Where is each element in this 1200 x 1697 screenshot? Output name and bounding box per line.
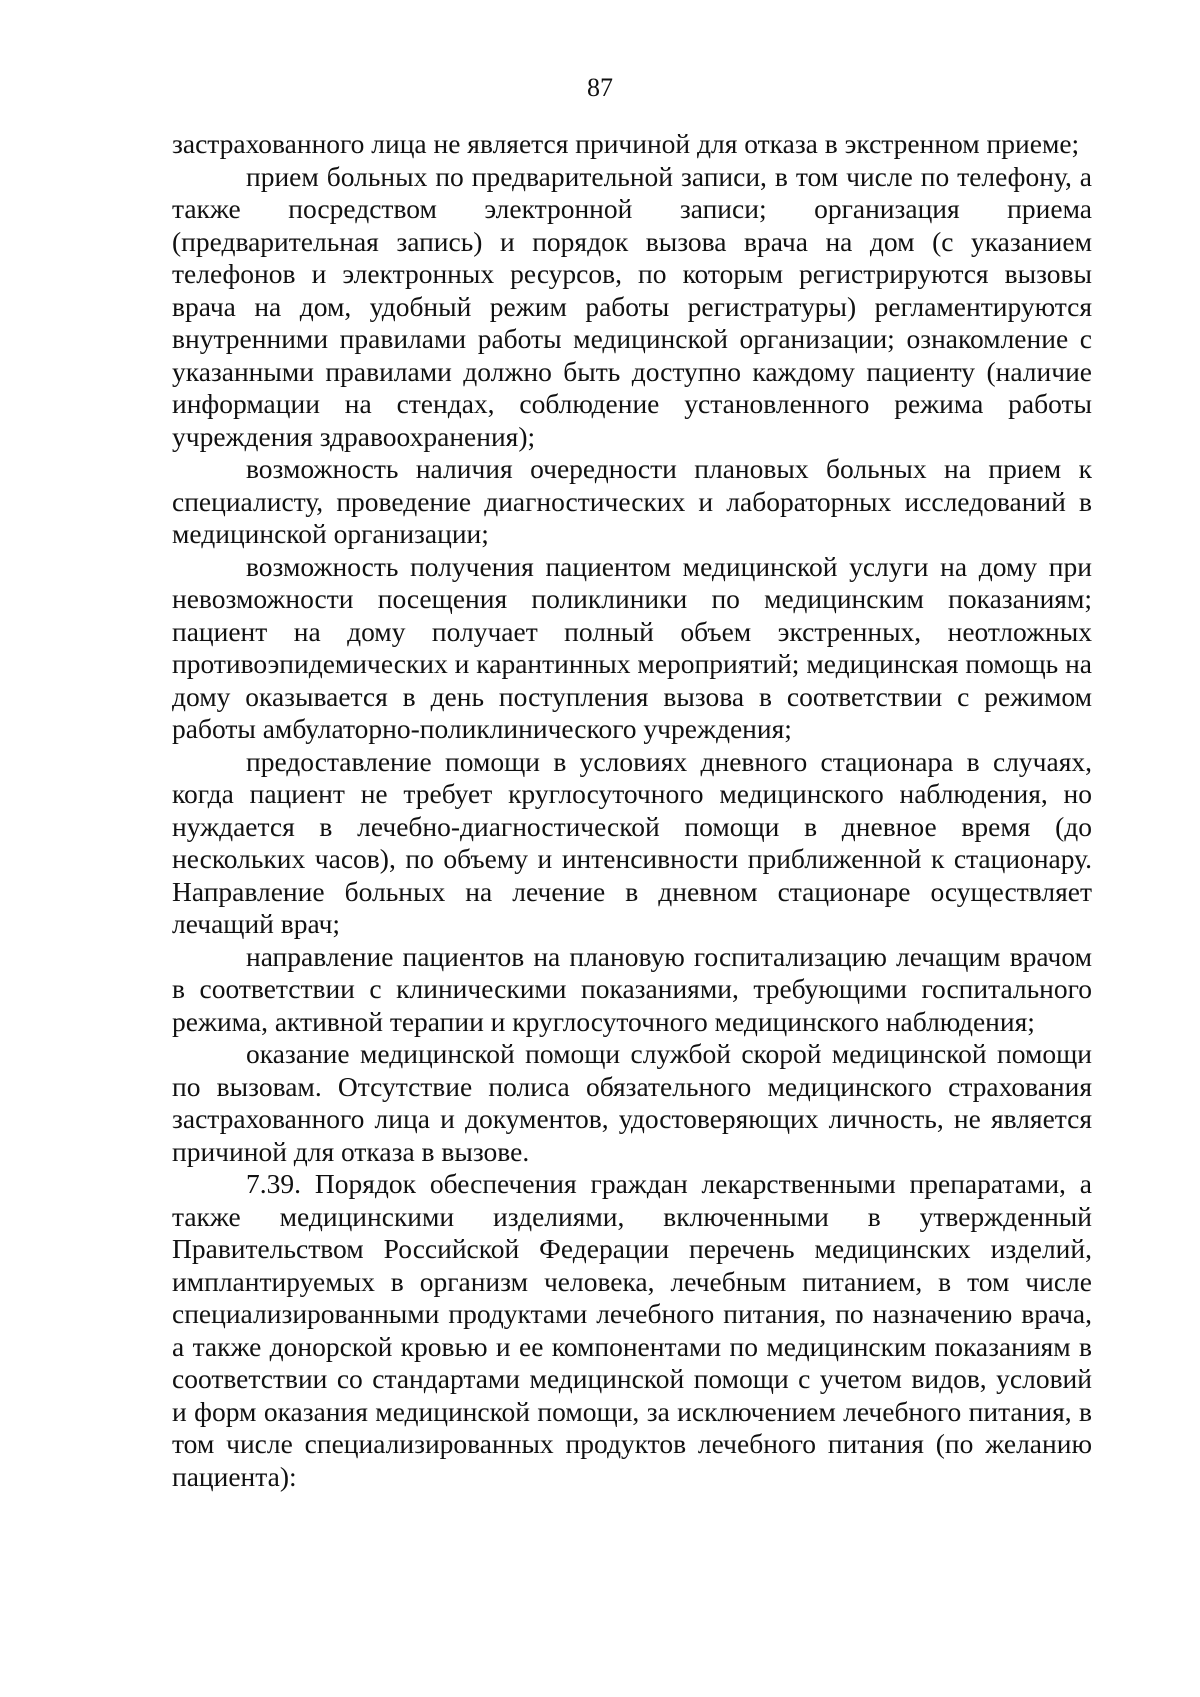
paragraph-continuation: застрахованного лица не является причиной для отказа в экстренном приеме; (172, 128, 1080, 159)
paragraph-planned-hospitalization: направление пациентов на плановую госпитализацию лечащим врачом в соответствии с клиническими показаниями, требующими госпитального режима, активной терапии и круглосуточного медицинского наблюдения; (172, 940, 1092, 1037)
paragraph-emergency-service: оказание медицинской помощи службой скорой медицинской помощи по вызовам. Отсутствие полиса обязательного медицинского страхования застрахованного лица и документов, удостоверяющих личность, не является причиной для отказа в вызове. (172, 1038, 1092, 1167)
paragraph-section-7-39: 7.39. Порядок обеспечения граждан лекарственными препаратами, а также медицинскими изделиями, включенными в утвержденный Правительством Российской Федерации перечень медицинских изделий, имплантируемых в организм человека, лечебным питанием, в том числе специализированными продуктами лечебного питания, по назначению врача, а также донорской кровью и ее компонентами по медицинским показаниям в соответствии со стандартами медицинской помощи с учетом видов, условий и форм оказания медицинской помощи, за исключением лечебного питания, в том числе специализированных продуктов лечебного питания (по желанию пациента): (172, 1168, 1092, 1492)
paragraph-planned-queue: возможность наличия очередности плановых больных на прием к специалисту, проведение диагностических и лабораторных исследований в медицинской организации; (172, 453, 1092, 549)
page-number: 87 (587, 73, 613, 102)
paragraph-day-hospital: предоставление помощи в условиях дневного стационара в случаях, когда пациент не требует круглосуточного медицинского наблюдения, но нуждается в лечебно-диагностической помощи в дневное время (до нескольких часов), по объему и интенсивности приближенной к стационару. Направление больных на лечение в дневном стационаре осуществляет лечащий врач; (172, 745, 1092, 939)
paragraph-appointment-booking: прием больных по предварительной записи, в том числе по телефону, а также посредством электронной записи; организация приема (предварительная запись) и порядок вызова врача на дом (с указанием телефонов и электронных ресурсов, по которым регистрируются вызовы врача на дом, удобный режим работы регистратуры) регламентируются внутренними правилами работы медицинской организации; ознакомление с указанными правилами должно быть доступно каждому пациенту (наличие информации на стендах, соблюдение установленного режима работы учреждения здравоохранения); (172, 160, 1092, 452)
paragraph-home-care: возможность получения пациентом медицинской услуги на дому при невозможности посещения поликлиники по медицинским показаниям; пациент на дому получает полный объем экстренных, неотложных противоэпидемических и карантинных мероприятий; медицинская помощь на дому оказывается в день поступления вызова в соответствии с режимом работы амбулаторно-поликлинического учреждения; (172, 550, 1092, 744)
document-body (172, 128, 1092, 1493)
